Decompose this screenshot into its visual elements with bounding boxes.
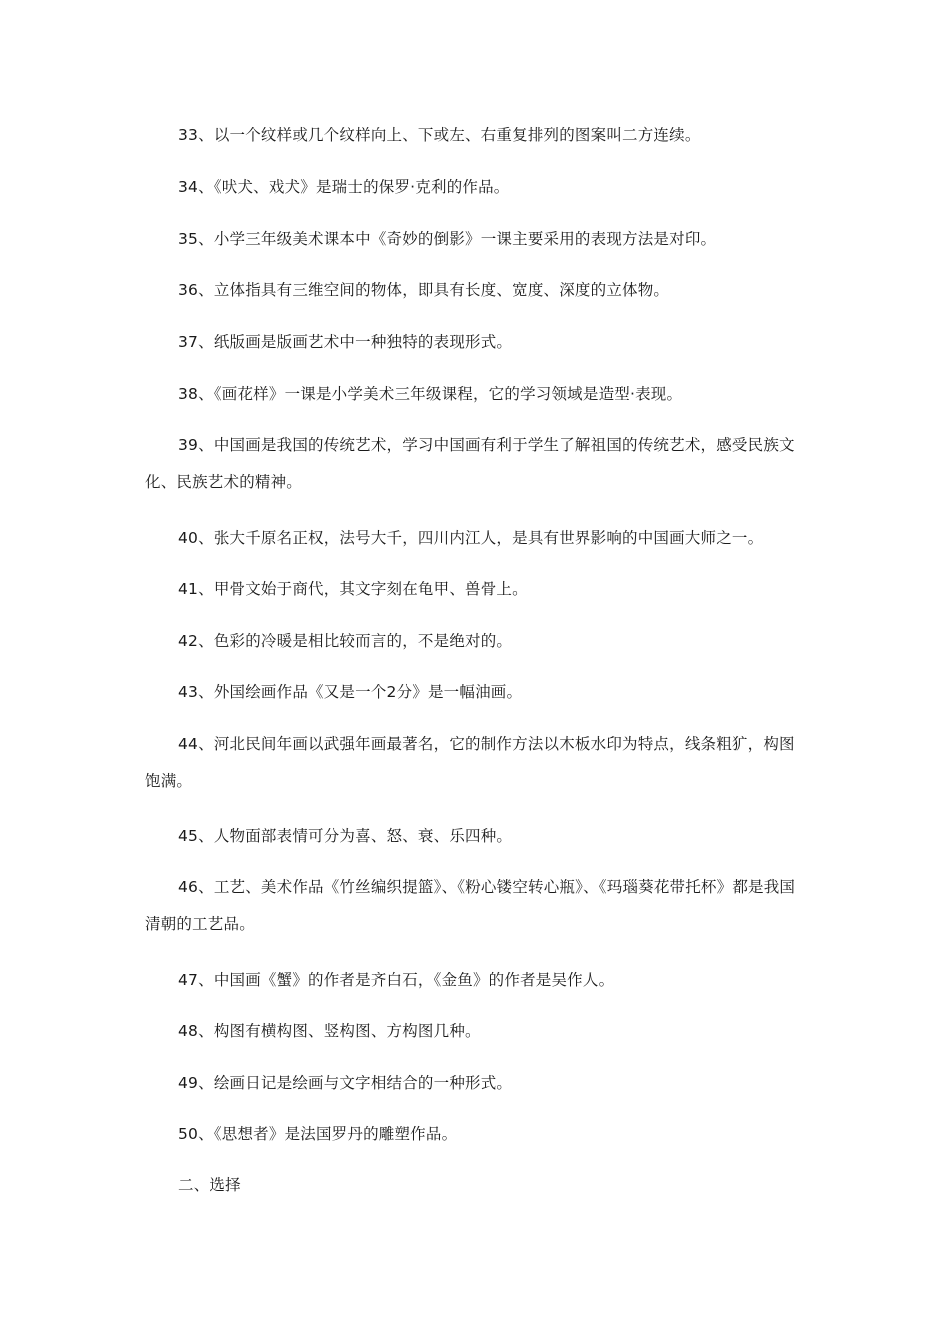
item-39: 39、中国画是我国的传统艺术，学习中国画有利于学生了解祖国的传统艺术，感受民族文化、民族艺术的精神。 [145, 436, 795, 491]
item-43: 43、外国绘画作品《又是一个2分》是一幅油画。 [178, 683, 523, 701]
item-44: 44、河北民间年画以武强年画最著名，它的制作方法以木板水印为特点，线条粗犷，构图饱满。 [145, 735, 795, 790]
item-34: 34、《吠犬、戏犬》是瑞士的保罗·克利的作品。 [178, 178, 510, 196]
item-37: 37、纸版画是版画艺术中一种独特的表现形式。 [178, 333, 513, 351]
item-50: 50、《思想者》是法国罗丹的雕塑作品。 [178, 1125, 458, 1143]
item-33: 33、以一个纹样或几个纹样向上、下或左、右重复排列的图案叫二方连续。 [178, 126, 701, 144]
item-36: 36、立体指具有三维空间的物体，即具有长度、宽度、深度的立体物。 [178, 281, 670, 299]
section-heading-choice: 二、选择 [178, 1176, 241, 1194]
item-45: 45、人物面部表情可分为喜、怒、衰、乐四种。 [178, 827, 513, 845]
item-35: 35、小学三年级美术课本中《奇妙的倒影》一课主要采用的表现方法是对印。 [178, 230, 717, 248]
item-38: 38、《画花样》一课是小学美术三年级课程，它的学习领域是造型·表现。 [178, 385, 683, 403]
item-47: 47、中国画《蟹》的作者是齐白石，《金鱼》的作者是吴作人。 [178, 971, 615, 989]
item-46: 46、工艺、美术作品《竹丝编织提篮》、《粉心镂空转心瓶》、《玛瑙葵花带托杯》都是我国清朝的工艺品。 [145, 878, 796, 933]
item-40: 40、张大千原名正权，法号大千，四川内江人，是具有世界影响的中国画大师之一。 [178, 529, 764, 547]
item-48: 48、构图有横构图、竖构图、方构图几种。 [178, 1022, 481, 1040]
item-49: 49、绘画日记是绘画与文字相结合的一种形式。 [178, 1074, 513, 1092]
item-42: 42、色彩的冷暖是相比较而言的，不是绝对的。 [178, 632, 513, 650]
item-41: 41、甲骨文始于商代，其文字刻在龟甲、兽骨上。 [178, 580, 528, 598]
